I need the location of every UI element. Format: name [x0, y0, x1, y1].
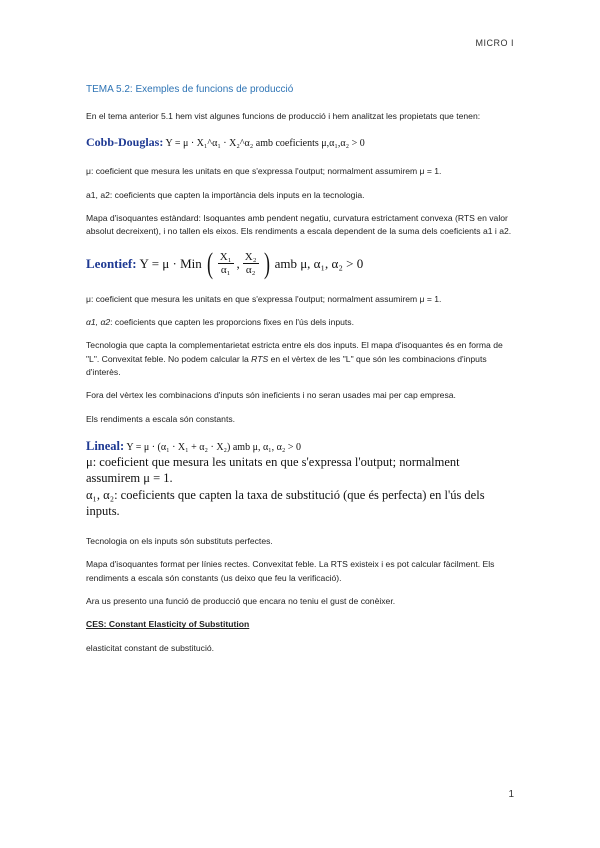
- cd-map-paragraph: Mapa d'isoquantes estàndard: Isoquantes amb pendent negatiu, curvatura estrictament convexa (RTS en valor absolut decreixent), i no tallen els eixos. Els rendiments a escala dependent de la suma dels coeficients a1 i a2.: [86, 213, 512, 237]
- cd-alpha-paragraph: a1, a2: coeficients que capten la importància dels inputs en la tecnologia.: [86, 189, 365, 200]
- leontief-lhs: Y = μ · Min: [139, 255, 202, 271]
- page-number: 1: [508, 789, 514, 800]
- ces-intro-paragraph: Ara us presento una funció de producció que encara no teniu el gust de conèixer.: [86, 596, 396, 607]
- li-tech-paragraph: Tecnologia on els inputs són substituts perfectes.: [86, 536, 273, 547]
- le-tech-paragraph: Tecnologia que capta la complementarietat estricta entre els dos inputs. El mapa d'isoquantes és en forma de "L". Convexitat feble. No podem calcular la RTS en el vèrtex de les "L" que són les combinacions d'inputs d'interès.: [86, 340, 503, 377]
- lineal-mu-line: μ: coeficient que mesura les unitats en que s'expressa l'output; normalment assumirem μ = 1.: [86, 455, 460, 486]
- lineal-equation: Y = μ · (α₁ · X₁ + α₂ · X₂): [126, 441, 231, 453]
- lineal-alpha-line: α₁, α₂: coeficients que capten la taxa de substitució (que és perfecta) en l'ús dels inputs.: [86, 487, 485, 518]
- le-mu-paragraph: μ: coeficient que mesura les unitats en que s'expressa l'output; normalment assumirem μ = 1.: [86, 293, 442, 304]
- leontief-fraction-2: $\frac{\text{X₂}}{\text{α₂}}$: [244, 251, 257, 277]
- leontief-fraction-1: $\frac{\text{X₁}}{\text{α₁}}$: [219, 251, 232, 277]
- cobb-douglas-formula: [86, 133, 516, 152]
- cobb-douglas-condition: amb coeficients μ,α₁,α₂ > 0: [255, 137, 365, 149]
- leontief-condition: amb μ, α₁, α₂ > 0: [274, 255, 364, 271]
- leontief-name: Leontief:: [86, 255, 137, 271]
- cd-mu-paragraph: μ: coeficient que mesura les unitats en que s'expressa l'output; normalment assumirem μ = 1.: [86, 166, 442, 177]
- leontief-formula: Leontief: Y = μ · Min ( $\frac{\text{X₁}}{\text{α₁}}$ , $\frac{\text{X₂}}{\text{α₂}}$ ) amb μ, α₁, α₂ > 0: [86, 246, 364, 280]
- document-body: [86, 82, 516, 665]
- lineal-condition: amb μ, α₁, α₂ > 0: [232, 441, 302, 453]
- le-outside-paragraph: Fora del vèrtex les combinacions d'inputs són ineficients i no seran usades mai per cap empresa.: [86, 390, 456, 401]
- cobb-douglas-name: Cobb-Douglas:: [86, 134, 164, 149]
- cobb-douglas-equation: Y = μ · X₁^α₁ · X₂^α₂: [165, 137, 254, 149]
- ces-definition: elasticitat constant de substitució.: [86, 642, 215, 653]
- ces-heading: CES: Constant Elasticity of Substitution: [86, 619, 250, 630]
- lineal-formula-block: [86, 438, 516, 519]
- li-map-paragraph: Mapa d'isoquantes format per línies rectes. Convexitat feble. La RTS existeix i es pot calcular fàcilment. Els rendiments a escala són constants (us deixo que feu la verificació).: [86, 559, 495, 583]
- course-header: MICRO I: [475, 38, 514, 48]
- le-returns-paragraph: Els rendiments a escala són constants.: [86, 413, 236, 424]
- le-alpha-paragraph: α1, α2: coeficients que capten les proporcions fixes en l'ús dels inputs.: [86, 316, 354, 327]
- lineal-name: Lineal:: [86, 438, 125, 453]
- section-title: TEMA 5.2: Exemples de funcions de producció: [86, 84, 294, 95]
- intro-paragraph: En el tema anterior 5.1 hem vist algunes funcions de producció i hem analitzat les propietats que tenen:: [86, 110, 481, 121]
